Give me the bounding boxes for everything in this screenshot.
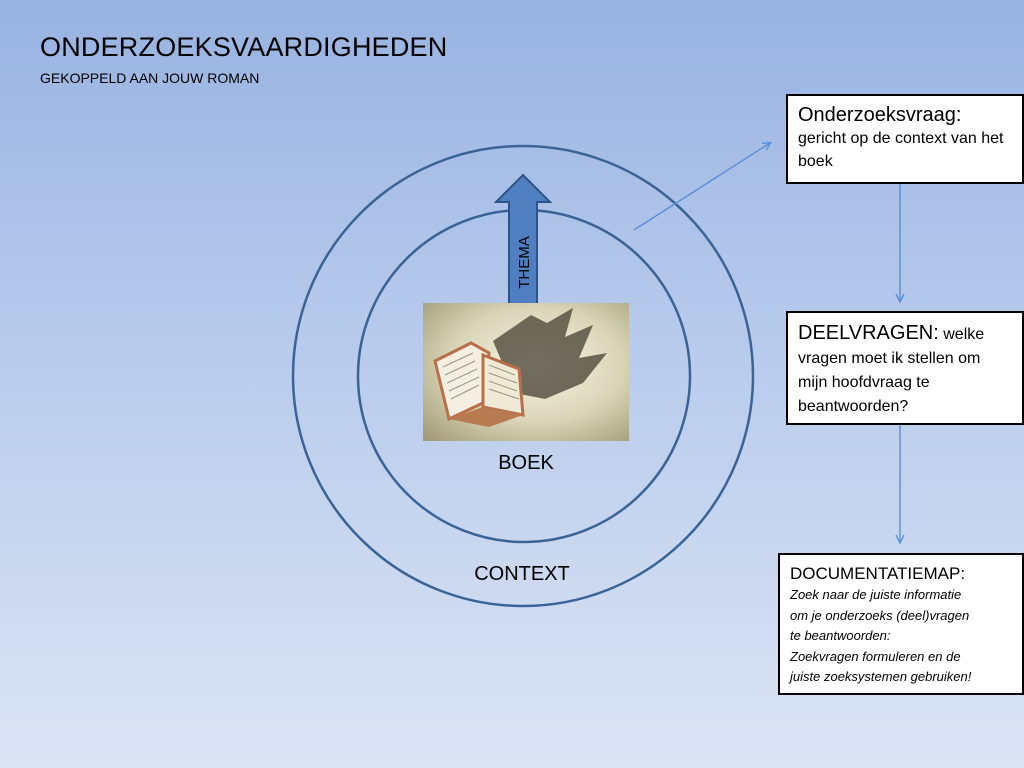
- book-label: BOEK: [498, 452, 554, 474]
- page-subtitle: GEKOPPELD AAN JOUW ROMAN: [40, 70, 260, 86]
- documentation-line: om je onderzoeks (deel)vragen: [790, 607, 970, 623]
- thema-arrow-label-wrapper: [508, 222, 540, 302]
- research-question-text: gericht op de context van het boek: [798, 130, 1004, 170]
- research-question-heading: Onderzoeksvraag:: [798, 104, 962, 126]
- documentation-line: te beantwoorden:: [790, 628, 891, 643]
- documentation-box: [778, 553, 1024, 695]
- open-book-image: [423, 303, 629, 441]
- sub-questions-box: [786, 311, 1024, 425]
- context-label: CONTEXT: [474, 563, 570, 585]
- research-question-box: [786, 94, 1024, 184]
- thema-label: THEMA: [515, 235, 533, 289]
- documentation-line: Zoek naar de juiste informatie: [790, 587, 962, 602]
- sub-questions-text: welke vragen moet ik stellen om mijn hoofdvraag te beantwoorden?: [798, 326, 985, 415]
- sub-questions-heading: DEELVRAGEN:: [798, 322, 939, 344]
- documentation-heading: DOCUMENTATIEMAP:: [790, 564, 966, 583]
- documentation-line: juiste zoeksystemen gebruiken!: [790, 669, 972, 684]
- page-title: ONDERZOEKSVAARDIGHEDEN: [40, 32, 448, 62]
- documentation-line: Zoekvragen formuleren en de: [790, 648, 961, 664]
